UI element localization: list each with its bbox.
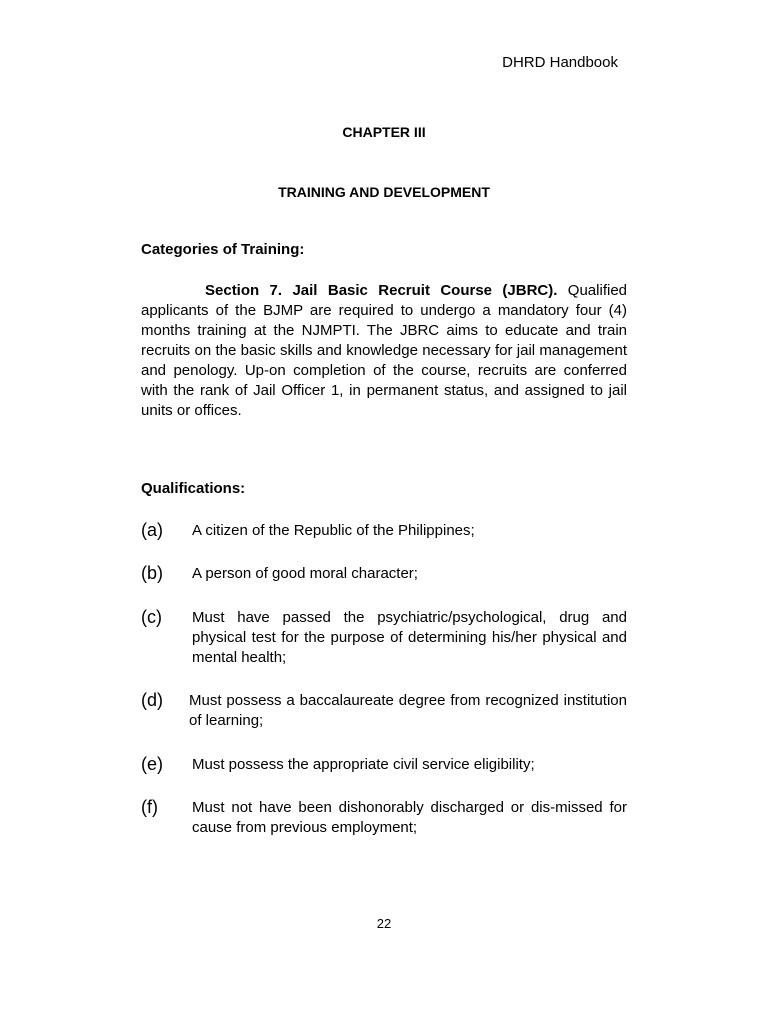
qualification-letter: (b): [141, 563, 163, 583]
qualification-text: A person of good moral character;: [192, 565, 418, 582]
categories-heading: Categories of Training:: [141, 241, 305, 258]
qualification-item-c: [141, 608, 627, 668]
qualification-item-b: [141, 564, 627, 584]
qualification-item-d: [141, 691, 627, 731]
qualification-item-e: [141, 755, 627, 775]
qualification-text: A citizen of the Republic of the Philippines;: [192, 522, 475, 539]
qualifications-heading: Qualifications:: [141, 480, 246, 497]
running-header: DHRD Handbook: [502, 54, 618, 71]
qualification-letter: (e): [141, 754, 163, 774]
page-number: 22: [376, 916, 392, 931]
qualification-letter: (d): [141, 690, 163, 710]
qualification-letter: (a): [141, 520, 163, 540]
qualification-item-a: [141, 521, 627, 541]
section-7-paragraph: [141, 281, 627, 421]
qualification-item-f: [141, 798, 627, 838]
qualification-letter: (c): [141, 607, 162, 627]
qualification-text: Must have passed the psychiatric/psychological, drug and physical test for the purpose of determining his/her physical and mental health;: [192, 609, 627, 666]
qualification-text: Must possess the appropriate civil service eligibility;: [192, 756, 535, 773]
qualification-text: Must possess a baccalaureate degree from recognized institution of learning;: [189, 692, 627, 729]
section-7-body: Qualified applicants of the BJMP are required to undergo a mandatory four (4) months training at the NJMPTI. The JBRC aims to educate and train recruits on the basic skills and knowledge necessary for jail management and penology. Up-on completion of the course, recruits are conferred with the rank of Jail Officer 1, in permanent status, and assigned to jail units or offices.: [141, 282, 627, 419]
chapter-number: CHAPTER III: [342, 124, 426, 140]
section-7-lead: Section 7. Jail Basic Recruit Course (JBRC).: [205, 282, 558, 299]
chapter-title: TRAINING AND DEVELOPMENT: [278, 184, 490, 200]
qualification-letter: (f): [141, 797, 158, 817]
qualification-text: Must not have been dishonorably discharged or dis-missed for cause from previous employment;: [192, 799, 627, 836]
